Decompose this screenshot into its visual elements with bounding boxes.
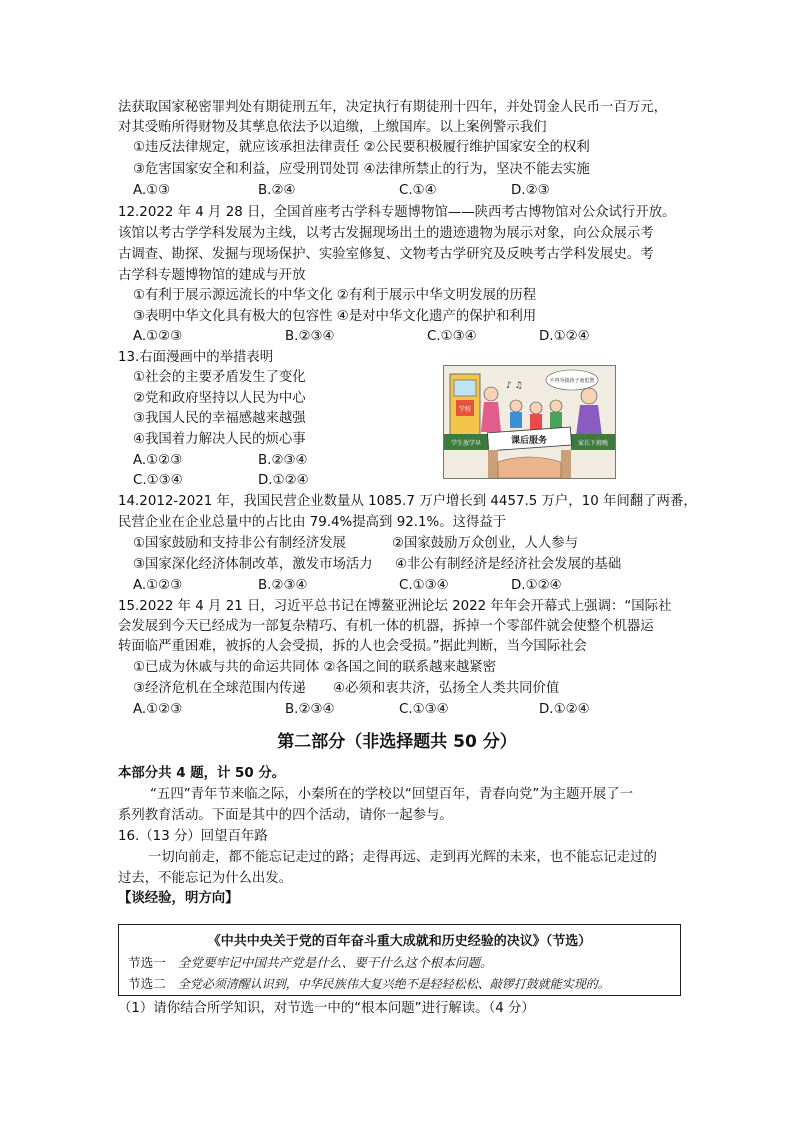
- text-line: ①有利于展示源远流长的中华文化 ②有利于展示中华文明发展的历程: [133, 288, 537, 303]
- question-15: 15.2022 年 4 月 21 日，习近平总书记在博鳌亚洲论坛 2022 年年会开幕式上强调：“国际社: [118, 599, 672, 614]
- option-d[interactable]: D.①②④: [539, 702, 590, 717]
- excerpt-title: 《中共中央关于党的百年奋斗重大成就和历史经验的决议》（节选）: [207, 934, 592, 949]
- excerpt-row-1: [128, 952, 493, 971]
- option-a[interactable]: A.①②③: [133, 329, 183, 344]
- option-b[interactable]: B.②③④: [258, 578, 308, 593]
- text-line: ③我国人民的幸福感越来越强: [133, 411, 306, 426]
- text-line: 一切向前走，都不能忘记走过的路；走得再远、走到再光辉的未来，也不能忘记走过的: [148, 850, 657, 865]
- statement: ③国家深化经济体制改革，激发市场活力: [133, 557, 373, 572]
- option-d[interactable]: D.②③: [511, 183, 550, 198]
- text-line: 对其受贿所得财物及其孳息依法予以追缴，上缴国库。以上案例警示我们: [118, 120, 547, 135]
- option-d[interactable]: D.①②④: [258, 473, 309, 488]
- text-line: “五四”青年节来临之际，小秦所在的学校以“回望百年，青春向党”为主题开展了一: [150, 787, 634, 802]
- option-d[interactable]: D.①②④: [539, 329, 590, 344]
- question-13: 13.右面漫画中的举措表明: [118, 350, 274, 365]
- section-label: 【谈经验，明方向】: [118, 891, 239, 906]
- option-a[interactable]: A.①②③: [133, 453, 183, 468]
- option-c[interactable]: C.①③④: [399, 702, 449, 717]
- text-line: ①社会的主要矛盾发生了变化: [133, 370, 306, 385]
- excerpt-label: 节选二: [128, 976, 166, 991]
- board-right: 家长下班晚: [577, 440, 609, 447]
- option-b[interactable]: B.②③④: [258, 453, 308, 468]
- text-line: 转面临严重困难，被拆的人会受损，拆的人也会受损。”据此判断，当今国际社会: [118, 639, 587, 654]
- excerpt-row-2: [128, 973, 610, 992]
- excerpt-label: 节选一: [128, 955, 166, 970]
- speech-bubble-text: 不再为接孩子而犯愁: [549, 378, 595, 384]
- board-middle: 课后服务: [510, 436, 548, 446]
- text-line: 会发展到今天已经成为一部复杂精巧、有机一体的机器，拆掉一个零部件就会使整个机器运: [118, 619, 654, 634]
- text-line: ①违反法律规定，就应该承担法律责任 ②公民要积极履行维护国家安全的权利: [133, 140, 590, 155]
- option-b[interactable]: B.②④: [258, 183, 296, 198]
- part-two-heading: 第二部分（非选择题共 50 分）: [277, 732, 517, 752]
- text-line: 民营企业在企业总量中的占比由 79.4%提高到 92.1%。这得益于: [118, 515, 507, 530]
- cartoon-drawing: [444, 366, 615, 478]
- part-two-intro: 本部分共 4 题，计 50 分。: [118, 766, 286, 781]
- question-16: 16.（13 分）回望百年路: [118, 829, 268, 844]
- text-line: 该馆以考古学学科发展为主线，以考古发掘现场出土的遗迹遗物为展示对象，向公众展示考: [118, 226, 654, 241]
- statement: ④非公有制经济是经济社会发展的基础: [395, 557, 622, 572]
- option-a[interactable]: A.①②③: [133, 578, 183, 593]
- text-line: ③表明中华文化具有极大的包容性 ④是对中华文化遗产的保护和利用: [133, 309, 537, 324]
- sub-question-1: （1）请你结合所学知识，对节选一中的“根本问题”进行解读。（4 分）: [118, 1001, 535, 1016]
- school-sign: 学校: [458, 406, 472, 413]
- text-line: ③危害国家安全和利益，应受刑罚处罚 ④法律所禁止的行为，坚决不能去实施: [133, 162, 590, 177]
- statement: ①国家鼓励和支持非公有制经济发展: [133, 536, 346, 551]
- option-b[interactable]: B.②③④: [285, 329, 335, 344]
- statement: ②国家鼓励万众创业，人人参与: [392, 536, 579, 551]
- option-c[interactable]: C.①③④: [133, 473, 183, 488]
- statement: ③经济危机在全球范围内传递: [133, 681, 306, 696]
- option-c[interactable]: C.①④: [399, 183, 437, 198]
- option-a[interactable]: A.①③: [133, 183, 171, 198]
- question-14: 14.2012-2021 年，我国民营企业数量从 1085.7 万户增长到 4457.5 万户，10 年间翻了两番，: [118, 494, 697, 509]
- text-line: 法获取国家秘密罪判处有期徒刑五年，决定执行有期徒刑十四年，并处罚金人民币一百万元，: [118, 100, 668, 115]
- excerpt-box: [118, 924, 681, 996]
- text-line: 系列教育活动。下面是其中的四个活动，请你一起参与。: [118, 808, 453, 823]
- svg-text:♪ ♫: ♪ ♫: [506, 381, 523, 391]
- cartoon-image: [443, 365, 616, 479]
- statement: ④必须和衷共济，弘扬全人类共同价值: [333, 681, 560, 696]
- text-line: 古学科专题博物馆的建成与开放: [118, 268, 306, 283]
- board-left: 学生放学早: [450, 440, 482, 447]
- option-c[interactable]: C.①③④: [427, 329, 477, 344]
- option-d[interactable]: D.①②④: [511, 578, 562, 593]
- text-line: ①已成为休戚与共的命运共同体 ②各国之间的联系越来越紧密: [133, 660, 497, 675]
- option-b[interactable]: B.②③④: [285, 702, 335, 717]
- excerpt-text: 全党要牢记中国共产党是什么、要干什么这个根本问题。: [177, 955, 493, 970]
- text-line: ②党和政府坚持以人民为中心: [133, 391, 306, 406]
- text-line: 古调查、勘探、发掘与现场保护、实验室修复、文物考古学研究及反映考古学科发展史。考: [118, 247, 654, 262]
- text-line: ④我国着力解决人民的烦心事: [133, 432, 306, 447]
- option-c[interactable]: C.①③④: [399, 578, 449, 593]
- text-line: 过去，不能忘记为什么出发。: [118, 871, 293, 886]
- option-a[interactable]: A.①②③: [133, 702, 183, 717]
- excerpt-text: 全党必须清醒认识到，中华民族伟大复兴绝不是轻轻松松、敲锣打鼓就能实现的。: [177, 977, 610, 991]
- question-12: 12.2022 年 4 月 28 日，全国首座考古学科专题博物馆——陕西考古博物馆对公众试行开放。: [118, 205, 676, 220]
